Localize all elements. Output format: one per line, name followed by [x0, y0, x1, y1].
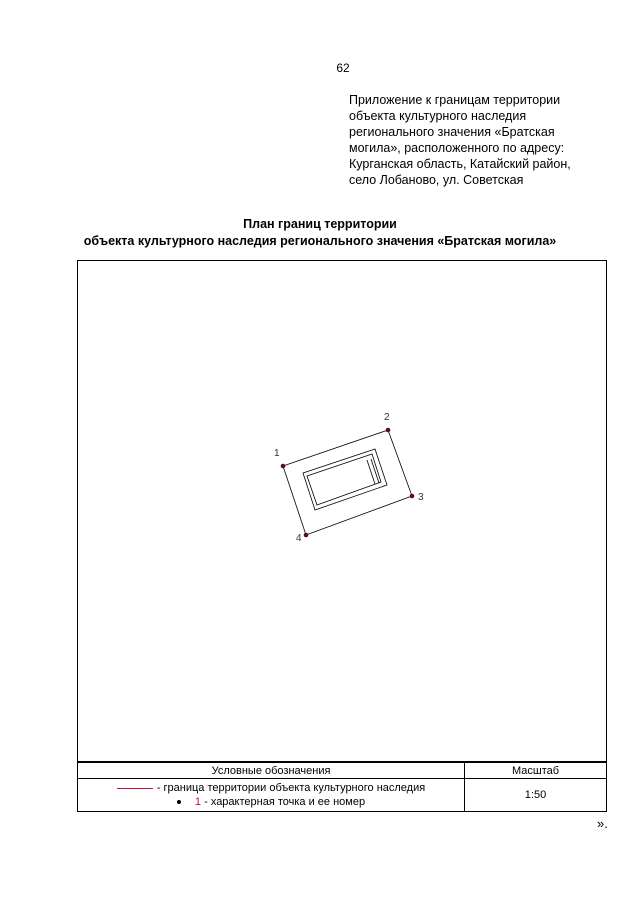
appendix-line: Приложение к границам территории: [349, 93, 561, 107]
territory-boundary: [283, 430, 412, 535]
appendix-line: регионального значения «Братская: [349, 125, 555, 139]
closing-quote: ».: [597, 816, 608, 831]
legend-boundary-text: - граница территории объекта культурного наследия: [156, 782, 426, 794]
legend-point-row: [78, 795, 464, 809]
legend-entries: [78, 779, 465, 812]
point-label-2: 2: [384, 412, 390, 423]
legend-header: Условные обозначения: [78, 763, 465, 779]
plan-title-line1: План границ территории: [243, 217, 397, 231]
appendix-note: [349, 92, 609, 188]
legend-table: [77, 762, 607, 812]
boundary-point-2: [386, 428, 391, 433]
plan-drawing: [78, 261, 608, 763]
point-label-1: 1: [274, 448, 280, 459]
appendix-line: Курганская область, Катайский район,: [349, 157, 571, 171]
plan-map: [77, 260, 607, 762]
appendix-line: село Лобаново, ул. Советская: [349, 173, 524, 187]
appendix-line: могила», расположенного по адресу:: [349, 141, 565, 155]
page-number: 62: [336, 61, 350, 75]
scale-value: 1:50: [465, 779, 607, 812]
legend-boundary-row: [78, 781, 464, 795]
scale-header: Масштаб: [465, 763, 607, 779]
point-label-4: 4: [296, 533, 302, 544]
plan-title-line2: объекта культурного наследия регионального значения «Братская могила»: [83, 234, 557, 248]
grave-inner: [307, 454, 381, 505]
boundary-point-4: [304, 533, 309, 538]
plan-title: [0, 216, 640, 250]
boundary-point-3: [410, 494, 415, 499]
point-label-3: 3: [418, 492, 424, 503]
grave-detail-line: [367, 460, 375, 484]
point-symbol: [177, 800, 181, 804]
legend-point-number: 1: [194, 796, 202, 808]
boundary-point-1: [281, 464, 286, 469]
legend-point-text: - характерная точка и ее номер: [204, 796, 366, 808]
appendix-line: объекта культурного наследия: [349, 109, 527, 123]
boundary-line-symbol: [117, 788, 153, 789]
